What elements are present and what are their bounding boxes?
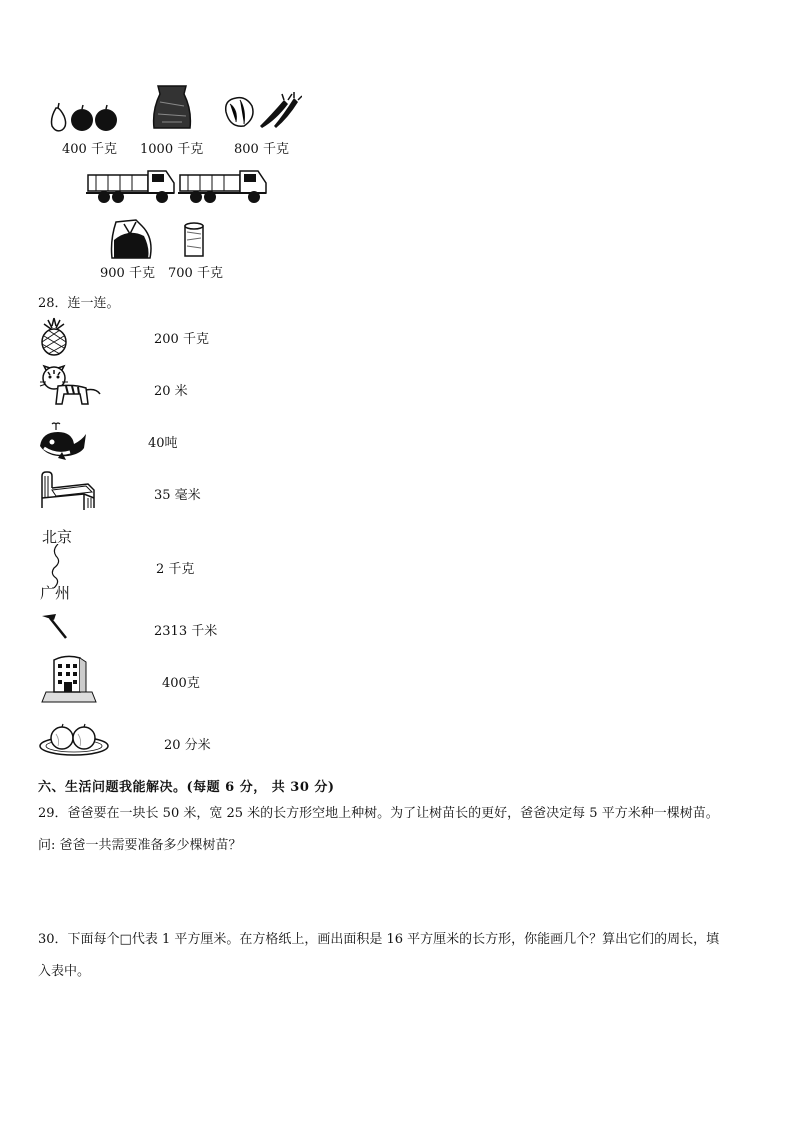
nail-image [40, 612, 70, 642]
whale-image [38, 420, 88, 462]
match-item-5: 2 千克 [156, 562, 195, 577]
goods-label-3: 800 千克 [234, 142, 289, 157]
pineapple-image [38, 316, 70, 356]
plate-of-fruit-image [38, 722, 112, 758]
match-item-4: 35 毫米 [154, 488, 201, 503]
bag-image [108, 218, 156, 260]
tiger-image [38, 364, 102, 408]
match-item-3: 40吨 [148, 436, 178, 451]
sack-image [148, 82, 196, 132]
bed-image [38, 468, 96, 512]
goods-label-1: 400 千克 [62, 142, 117, 157]
pear-apples-image [46, 100, 120, 134]
q29-line-1: 29．爸爸要在一块长 50 米，宽 25 米的长方形空地上种树。为了让树苗长的更好，爸爸决定每 5 平方米种一棵树苗。 [38, 806, 719, 821]
map-route-image [40, 526, 84, 602]
truck-image-1 [86, 163, 176, 205]
match-item-8: 20 分米 [164, 738, 211, 753]
section-6-title: 六、生活问题我能解决。(每题 6 分， 共 30 分) [38, 780, 335, 795]
goods-label-2: 1000 千克 [140, 142, 204, 157]
q29-line-2: 问: 爸爸一共需要准备多少棵树苗？ [38, 838, 242, 853]
vegetables-image [222, 92, 302, 132]
map-label-beijing: 北京 [42, 528, 73, 546]
q30-line-1: 30．下面每个□代表 1 平方厘米。在方格纸上，画出面积是 16 平方厘米的长方形，你能画几个？算出它们的周长，填 [38, 932, 720, 947]
truck-image-2 [178, 163, 268, 205]
match-item-6: 2313 千米 [154, 624, 218, 639]
bottom-label-2: 700 千克 [168, 266, 223, 281]
match-item-2: 20 米 [154, 384, 188, 399]
match-item-1: 200 千克 [154, 332, 209, 347]
q30-line-2: 入表中。 [38, 964, 91, 979]
building-image [40, 652, 98, 704]
map-label-guangzhou: 广州 [40, 584, 71, 602]
match-item-7: 400克 [162, 676, 200, 691]
bottom-label-1: 900 千克 [100, 266, 155, 281]
cylinder-image [182, 222, 206, 260]
q28-title: 28．连一连。 [38, 296, 120, 311]
